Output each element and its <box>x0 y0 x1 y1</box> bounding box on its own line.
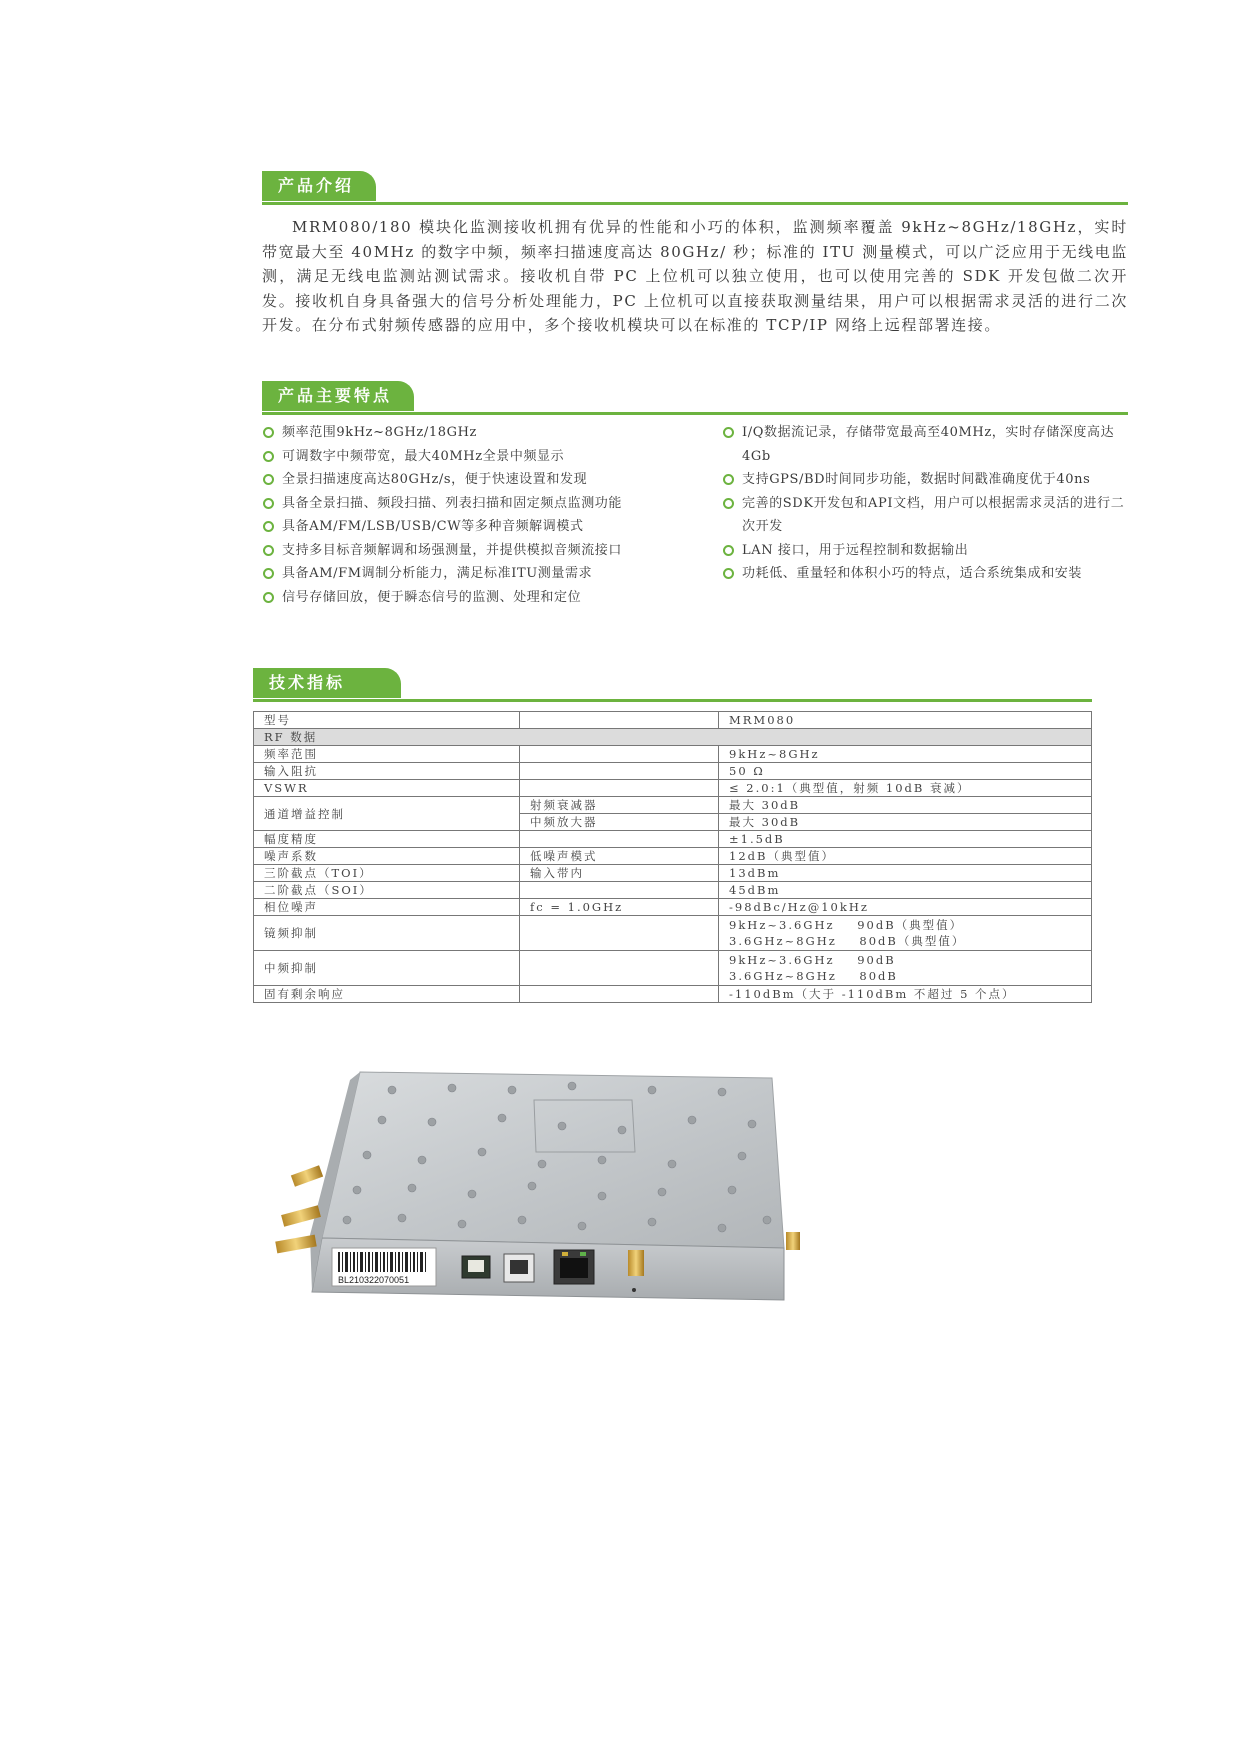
feature-item <box>262 421 692 445</box>
spec-value: -98dBc/Hz@10kHz <box>719 899 1092 916</box>
feature-text: 具备全景扫描、频段扫描、列表扫描和固定频点监测功能 <box>282 495 623 511</box>
circle-bullet-icon <box>263 451 274 462</box>
feature-item <box>722 562 1128 586</box>
spec-value: ±1.5dB <box>719 831 1092 848</box>
section-divider <box>262 412 1128 415</box>
spec-label: 噪声系数 <box>254 848 520 865</box>
table-row <box>254 951 1092 986</box>
spec-sub <box>520 763 719 780</box>
circle-bullet-icon <box>263 568 274 579</box>
spec-value: 最大 30dB <box>719 814 1092 831</box>
table-row <box>254 899 1092 916</box>
table-row <box>254 712 1092 729</box>
barcode-text: BL210322070051 <box>338 1275 410 1285</box>
spec-value: 12dB（典型值） <box>719 848 1092 865</box>
feature-item <box>262 539 692 563</box>
table-row <box>254 882 1092 899</box>
spec-label: 通道增益控制 <box>254 797 520 831</box>
feature-item <box>262 468 692 492</box>
section-title-intro: 产品介绍 <box>262 171 376 201</box>
table-row <box>254 797 1092 814</box>
spec-value: -110dBm（大于 -110dBm 不超过 5 个点） <box>719 986 1092 1003</box>
section-divider <box>253 699 1092 702</box>
spec-label: VSWR <box>254 780 520 797</box>
table-row <box>254 831 1092 848</box>
circle-bullet-icon <box>263 592 274 603</box>
spec-sub: 低噪声模式 <box>520 848 719 865</box>
section-divider <box>262 202 1128 205</box>
circle-bullet-icon <box>263 474 274 485</box>
spec-group-label: RF 数据 <box>254 729 1092 746</box>
section-header-intro <box>262 171 1128 205</box>
spec-sub <box>520 951 719 986</box>
feature-text: 支持多目标音频解调和场强测量，并提供模拟音频流接口 <box>282 542 623 558</box>
circle-bullet-icon <box>723 427 734 438</box>
spec-sub: 输入带内 <box>520 865 719 882</box>
spec-table <box>253 711 1092 1003</box>
feature-item <box>262 562 692 586</box>
feature-text: 具备AM/FM/LSB/USB/CW等多种音频解调模式 <box>282 519 584 534</box>
table-row <box>254 848 1092 865</box>
section-header-features <box>262 381 1128 415</box>
spec-label: 中频抑制 <box>254 951 520 986</box>
spec-sub <box>520 780 719 797</box>
feature-item <box>722 421 1128 468</box>
feature-text: 全景扫描速度高达80GHz/s，便于快速设置和发现 <box>282 472 588 487</box>
circle-bullet-icon <box>263 498 274 509</box>
feature-item <box>722 492 1128 539</box>
feature-text: 具备AM/FM调制分析能力，满足标准ITU测量需求 <box>282 566 593 581</box>
spec-label: 幅度精度 <box>254 831 520 848</box>
spec-value: 45dBm <box>719 882 1092 899</box>
receiver-module-image <box>272 1060 802 1310</box>
spec-value-line: 3.6GHz~8GHz 80dB（典型值） <box>729 934 966 948</box>
features-right-list <box>722 421 1128 586</box>
spec-sub <box>520 831 719 848</box>
feature-item <box>722 468 1128 492</box>
spec-label: 型号 <box>254 712 520 729</box>
spec-sub <box>520 986 719 1003</box>
section-title-features: 产品主要特点 <box>262 381 414 411</box>
table-row <box>254 865 1092 882</box>
spec-value: 最大 30dB <box>719 797 1092 814</box>
feature-text: 可调数字中频带宽，最大40MHz全景中频显示 <box>282 448 565 464</box>
spec-label: 固有剩余响应 <box>254 986 520 1003</box>
intro-paragraph: MRM080/180 模块化监测接收机拥有优异的性能和小巧的体积，监测频率覆盖 9kHz~8GHz/18GHz，实时带宽最大至 40MHz 的数字中频，频率扫描速度高达 80GHz/ 秒；标准的 ITU 测量模式，可以广泛应用于无线电监测，满足无线电监测站测试需求。接收机自带 PC 上位机可以独立使用，也可以使用完善的 SDK 开发包做二次开发。接收机自身具备强大的信号分析处理能力，PC 上位机可以直接获取测量结果，用户可以根据需求灵活的进行二次开发。在分布式射频传感器的应用中，多个接收机模块可以在标准的 TCP/IP 网络上远程部署连接。 <box>262 218 1128 334</box>
feature-item <box>262 492 692 516</box>
spec-sub: fc = 1.0GHz <box>520 899 719 916</box>
spec-value-line: 9kHz~3.6GHz 90dB（典型值） <box>729 918 964 932</box>
spec-value: ≤ 2.0:1（典型值，射频 10dB 衰减） <box>719 780 1092 797</box>
table-row <box>254 986 1092 1003</box>
feature-item <box>262 515 692 539</box>
spec-sub: 射频衰减器 <box>520 797 719 814</box>
section-title-specs: 技术指标 <box>253 668 401 698</box>
circle-bullet-icon <box>263 545 274 556</box>
spec-label: 相位噪声 <box>254 899 520 916</box>
spec-value-line: 3.6GHz~8GHz 80dB <box>729 969 898 983</box>
circle-bullet-icon <box>723 498 734 509</box>
spec-sub <box>520 746 719 763</box>
circle-bullet-icon <box>723 474 734 485</box>
section-header-specs <box>253 668 1092 702</box>
spec-label: 镜频抑制 <box>254 916 520 951</box>
product-photo <box>272 1060 802 1310</box>
circle-bullet-icon <box>263 521 274 532</box>
features-left-list <box>262 421 692 609</box>
table-row <box>254 916 1092 951</box>
feature-text: 信号存储回放，便于瞬态信号的监测、处理和定位 <box>282 589 582 605</box>
spec-value: MRM080 <box>719 712 1092 729</box>
feature-item <box>262 445 692 469</box>
circle-bullet-icon <box>263 427 274 438</box>
feature-text: 支持GPS/BD时间同步功能，数据时间戳准确度优于40ns <box>742 472 1091 487</box>
table-row <box>254 729 1092 746</box>
spec-label: 输入阻抗 <box>254 763 520 780</box>
spec-value: 13dBm <box>719 865 1092 882</box>
spec-label: 三阶截点（TOI） <box>254 865 520 882</box>
spec-label: 频率范围 <box>254 746 520 763</box>
feature-text: 功耗低、重量轻和体积小巧的特点，适合系统集成和安装 <box>742 566 1083 581</box>
table-row <box>254 763 1092 780</box>
spec-label: 二阶截点（SOI） <box>254 882 520 899</box>
feature-item <box>262 586 692 610</box>
circle-bullet-icon <box>723 568 734 579</box>
feature-text: 频率范围9kHz~8GHz/18GHz <box>282 425 477 440</box>
spec-sub: 中频放大器 <box>520 814 719 831</box>
feature-text: I/Q数据流记录，存储带宽最高至40MHz，实时存储深度高达4Gb <box>742 425 1115 464</box>
spec-sub <box>520 712 719 729</box>
table-row <box>254 780 1092 797</box>
spec-value: 50 Ω <box>719 763 1092 780</box>
circle-bullet-icon <box>723 545 734 556</box>
feature-text: LAN 接口，用于远程控制和数据输出 <box>742 542 969 558</box>
feature-item <box>722 539 1128 563</box>
spec-value <box>719 916 1092 951</box>
table-row <box>254 746 1092 763</box>
spec-sub <box>520 882 719 899</box>
spec-sub <box>520 916 719 951</box>
spec-value: 9kHz~8GHz <box>719 746 1092 763</box>
feature-text: 完善的SDK开发包和API文档，用户可以根据需求灵活的进行二次开发 <box>742 495 1125 534</box>
spec-value <box>719 951 1092 986</box>
spec-value-line: 9kHz~3.6GHz 90dB <box>729 953 896 967</box>
